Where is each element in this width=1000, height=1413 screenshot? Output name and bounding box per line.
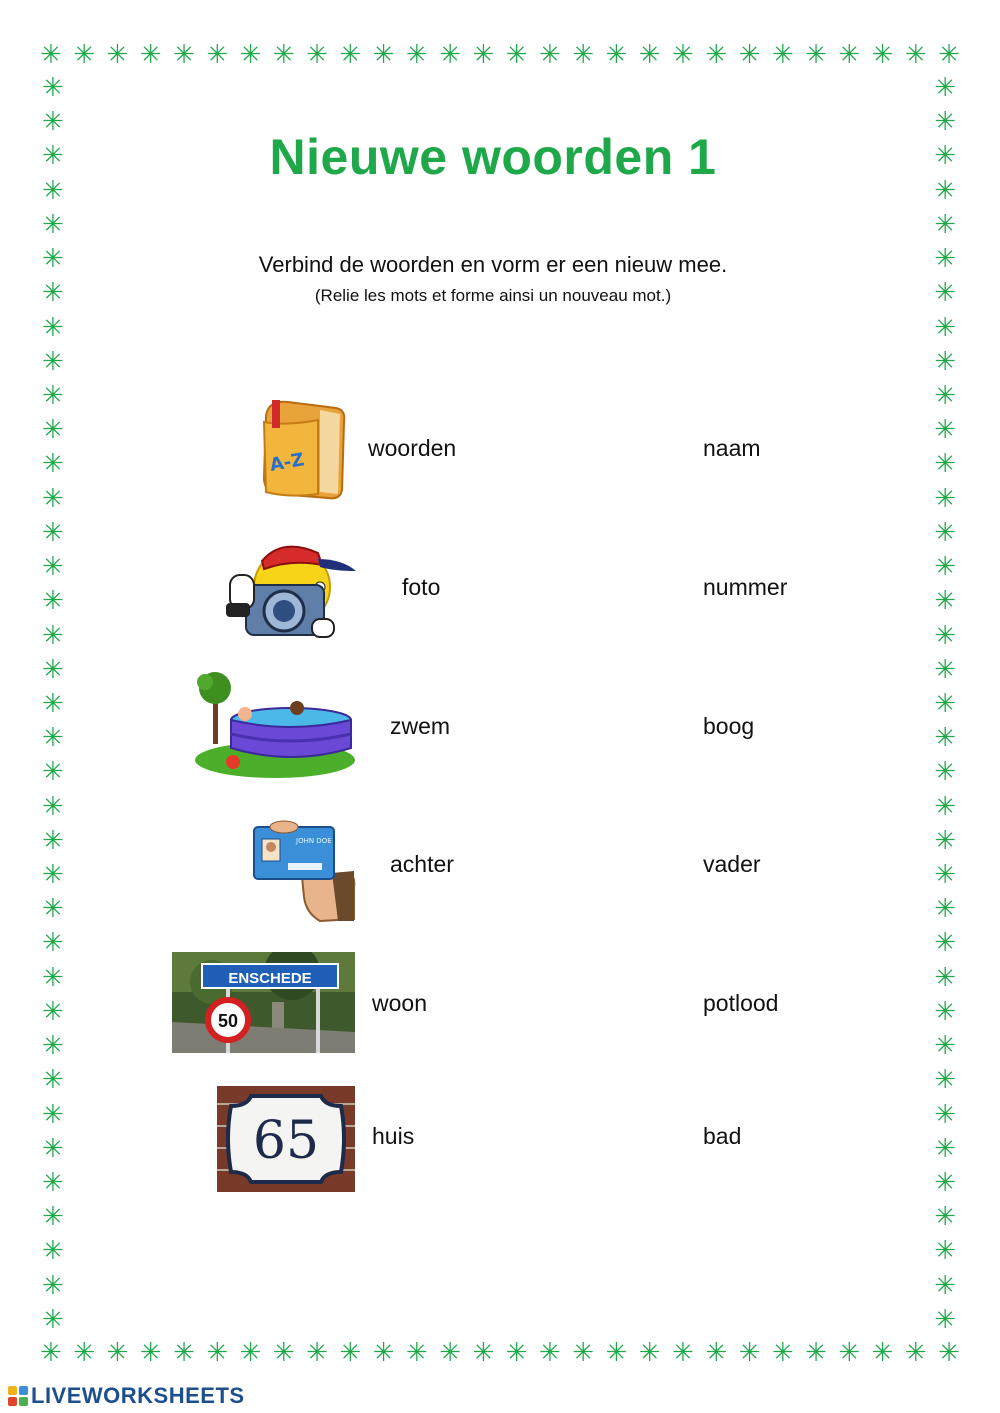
border-star-icon: ✳ bbox=[738, 40, 761, 70]
border-star-icon: ✳ bbox=[934, 791, 956, 822]
border-star-icon: ✳ bbox=[405, 1338, 428, 1368]
right-word-5: potlood bbox=[703, 990, 779, 1016]
book-label: A-Z bbox=[268, 449, 306, 476]
border-star-icon: ✳ bbox=[42, 894, 64, 925]
border-star-icon: ✳ bbox=[738, 1338, 761, 1368]
liveworksheets-logo[interactable] bbox=[8, 1383, 245, 1409]
town-sign-photo bbox=[172, 952, 355, 1053]
border-star-icon: ✳ bbox=[239, 1338, 262, 1368]
border-star-icon: ✳ bbox=[934, 141, 956, 172]
left-word-4: achter bbox=[390, 851, 454, 877]
border-star-icon: ✳ bbox=[934, 73, 956, 103]
border-star-icon: ✳ bbox=[42, 517, 64, 548]
border-star-icon: ✳ bbox=[938, 40, 960, 70]
border-star-icon: ✳ bbox=[934, 1270, 956, 1301]
id-card-name: JOHN DOE bbox=[296, 837, 332, 845]
border-star-icon: ✳ bbox=[934, 517, 956, 548]
border-star-icon: ✳ bbox=[705, 40, 728, 70]
border-star-icon: ✳ bbox=[838, 40, 861, 70]
border-bottom bbox=[40, 1340, 960, 1366]
brand-name: LIVEWORKSHEETS bbox=[31, 1383, 245, 1408]
right-word-4: vader bbox=[703, 851, 761, 877]
border-star-icon: ✳ bbox=[934, 757, 956, 788]
border-star-icon: ✳ bbox=[206, 1338, 229, 1368]
border-star-icon: ✳ bbox=[306, 1338, 328, 1368]
border-star-icon: ✳ bbox=[934, 312, 956, 343]
border-star-icon: ✳ bbox=[934, 552, 956, 583]
border-star-icon: ✳ bbox=[106, 40, 129, 70]
border-star-icon: ✳ bbox=[771, 40, 794, 70]
border-star-icon: ✳ bbox=[405, 40, 428, 70]
border-star-icon: ✳ bbox=[42, 1304, 64, 1335]
left-word-6: huis bbox=[372, 1123, 415, 1149]
swimming-pool-icon bbox=[193, 672, 358, 780]
border-star-icon: ✳ bbox=[73, 40, 96, 70]
border-star-icon: ✳ bbox=[572, 1338, 595, 1368]
id-card-hand-icon bbox=[248, 817, 358, 922]
border-star-icon: ✳ bbox=[934, 483, 956, 514]
border-star-icon: ✳ bbox=[42, 209, 64, 240]
border-star-icon: ✳ bbox=[42, 1099, 64, 1130]
border-star-icon: ✳ bbox=[173, 40, 195, 70]
border-star-icon: ✳ bbox=[934, 962, 956, 993]
border-star-icon: ✳ bbox=[934, 996, 956, 1027]
border-star-icon: ✳ bbox=[871, 1338, 894, 1368]
border-star-icon: ✳ bbox=[42, 1133, 64, 1164]
speed-limit-text: 50 bbox=[217, 1011, 239, 1031]
border-star-icon: ✳ bbox=[42, 620, 64, 651]
border-star-icon: ✳ bbox=[934, 1099, 956, 1130]
border-star-icon: ✳ bbox=[638, 1338, 661, 1368]
border-star-icon: ✳ bbox=[42, 688, 64, 719]
house-number-photo bbox=[217, 1086, 355, 1192]
border-star-icon: ✳ bbox=[339, 1338, 362, 1368]
border-star-icon: ✳ bbox=[42, 278, 64, 309]
border-star-icon: ✳ bbox=[42, 757, 64, 788]
border-star-icon: ✳ bbox=[73, 1338, 96, 1368]
border-star-icon: ✳ bbox=[439, 40, 461, 70]
border-star-icon: ✳ bbox=[934, 1168, 956, 1198]
border-star-icon: ✳ bbox=[904, 40, 927, 70]
instruction-dutch: Verbind de woorden en vorm er een nieuw mee. bbox=[258, 252, 728, 277]
border-star-icon: ✳ bbox=[934, 380, 956, 411]
border-star-icon: ✳ bbox=[934, 1065, 956, 1096]
border-star-icon: ✳ bbox=[934, 107, 956, 138]
border-star-icon: ✳ bbox=[934, 860, 956, 891]
border-star-icon: ✳ bbox=[139, 40, 162, 70]
border-star-icon: ✳ bbox=[472, 40, 495, 70]
border-star-icon: ✳ bbox=[42, 1168, 64, 1198]
left-word-3: zwem bbox=[390, 713, 451, 739]
border-star-icon: ✳ bbox=[904, 1338, 927, 1368]
border-star-icon: ✳ bbox=[934, 723, 956, 754]
border-star-icon: ✳ bbox=[934, 1202, 956, 1233]
border-star-icon: ✳ bbox=[42, 654, 64, 685]
instruction-french: (Relie les mots et forme ainsi un nouveau mot.) bbox=[314, 286, 672, 305]
border-star-icon: ✳ bbox=[672, 40, 694, 70]
border-star-icon: ✳ bbox=[934, 175, 956, 206]
border-star-icon: ✳ bbox=[934, 825, 956, 856]
border-star-icon: ✳ bbox=[805, 40, 827, 70]
border-star-icon: ✳ bbox=[871, 40, 894, 70]
border-star-icon: ✳ bbox=[339, 40, 362, 70]
right-word-1: naam bbox=[703, 435, 761, 461]
border-star-icon: ✳ bbox=[272, 1338, 295, 1368]
border-star-icon: ✳ bbox=[306, 40, 328, 70]
town-sign-text: ENSCHEDE bbox=[228, 970, 312, 987]
border-star-icon: ✳ bbox=[42, 1031, 64, 1062]
border-star-icon: ✳ bbox=[40, 1338, 62, 1368]
border-star-icon: ✳ bbox=[42, 860, 64, 891]
border-star-icon: ✳ bbox=[605, 1338, 628, 1368]
border-star-icon: ✳ bbox=[42, 73, 64, 103]
page-title: Nieuwe woorden 1 bbox=[269, 129, 717, 185]
camera-smiley-icon bbox=[222, 535, 357, 645]
border-star-icon: ✳ bbox=[934, 1031, 956, 1062]
border-star-icon: ✳ bbox=[42, 449, 64, 480]
border-star-icon: ✳ bbox=[42, 1202, 64, 1233]
border-star-icon: ✳ bbox=[173, 1338, 195, 1368]
left-word-1: woorden bbox=[368, 435, 457, 461]
border-star-icon: ✳ bbox=[42, 380, 64, 411]
border-star-icon: ✳ bbox=[372, 40, 395, 70]
border-star-icon: ✳ bbox=[239, 40, 262, 70]
border-star-icon: ✳ bbox=[934, 1236, 956, 1267]
border-star-icon: ✳ bbox=[42, 175, 64, 206]
border-star-icon: ✳ bbox=[938, 1338, 960, 1368]
border-star-icon: ✳ bbox=[206, 40, 229, 70]
border-star-icon: ✳ bbox=[934, 688, 956, 719]
border-star-icon: ✳ bbox=[538, 40, 561, 70]
right-word-2: nummer bbox=[703, 574, 788, 600]
border-star-icon: ✳ bbox=[934, 278, 956, 309]
border-star-icon: ✳ bbox=[42, 1065, 64, 1096]
border-star-icon: ✳ bbox=[106, 1338, 129, 1368]
border-star-icon: ✳ bbox=[42, 791, 64, 822]
border-star-icon: ✳ bbox=[42, 312, 64, 343]
left-word-2: foto bbox=[402, 574, 441, 600]
border-star-icon: ✳ bbox=[42, 962, 64, 993]
border-star-icon: ✳ bbox=[372, 1338, 395, 1368]
border-star-icon: ✳ bbox=[838, 1338, 861, 1368]
border-star-icon: ✳ bbox=[934, 244, 956, 275]
border-star-icon: ✳ bbox=[572, 40, 595, 70]
border-star-icon: ✳ bbox=[934, 928, 956, 959]
border-star-icon: ✳ bbox=[934, 415, 956, 446]
left-word-5: woon bbox=[372, 990, 427, 1016]
house-number-text: 65 bbox=[252, 1111, 320, 1171]
border-star-icon: ✳ bbox=[538, 1338, 561, 1368]
border-star-icon: ✳ bbox=[472, 1338, 495, 1368]
border-star-icon: ✳ bbox=[934, 449, 956, 480]
liveworksheets-logo-icon bbox=[8, 1386, 28, 1406]
border-star-icon: ✳ bbox=[672, 1338, 694, 1368]
border-star-icon: ✳ bbox=[42, 107, 64, 138]
border-star-icon: ✳ bbox=[934, 620, 956, 651]
border-star-icon: ✳ bbox=[139, 1338, 162, 1368]
border-star-icon: ✳ bbox=[605, 40, 628, 70]
border-star-icon: ✳ bbox=[42, 1236, 64, 1267]
right-word-3: boog bbox=[703, 713, 755, 739]
border-star-icon: ✳ bbox=[934, 1304, 956, 1335]
border-star-icon: ✳ bbox=[771, 1338, 794, 1368]
border-star-icon: ✳ bbox=[42, 996, 64, 1027]
border-star-icon: ✳ bbox=[42, 141, 64, 172]
border-star-icon: ✳ bbox=[638, 40, 661, 70]
border-star-icon: ✳ bbox=[272, 40, 295, 70]
border-star-icon: ✳ bbox=[42, 552, 64, 583]
border-star-icon: ✳ bbox=[42, 723, 64, 754]
border-star-icon: ✳ bbox=[934, 654, 956, 685]
border-top bbox=[40, 42, 960, 68]
border-star-icon: ✳ bbox=[42, 415, 64, 446]
right-word-6: bad bbox=[703, 1123, 742, 1149]
border-star-icon: ✳ bbox=[42, 928, 64, 959]
border-star-icon: ✳ bbox=[934, 586, 956, 617]
border-star-icon: ✳ bbox=[805, 1338, 827, 1368]
border-star-icon: ✳ bbox=[705, 1338, 728, 1368]
border-star-icon: ✳ bbox=[439, 1338, 461, 1368]
border-star-icon: ✳ bbox=[40, 40, 62, 70]
border-star-icon: ✳ bbox=[505, 40, 528, 70]
border-star-icon: ✳ bbox=[505, 1338, 528, 1368]
border-star-icon: ✳ bbox=[934, 1133, 956, 1164]
border-star-icon: ✳ bbox=[42, 244, 64, 275]
border-star-icon: ✳ bbox=[934, 346, 956, 377]
border-star-icon: ✳ bbox=[934, 894, 956, 925]
border-star-icon: ✳ bbox=[934, 209, 956, 240]
border-star-icon: ✳ bbox=[42, 586, 64, 617]
dictionary-book-icon bbox=[258, 398, 348, 503]
border-star-icon: ✳ bbox=[42, 1270, 64, 1301]
border-star-icon: ✳ bbox=[42, 825, 64, 856]
border-star-icon: ✳ bbox=[42, 346, 64, 377]
border-star-icon: ✳ bbox=[42, 483, 64, 514]
